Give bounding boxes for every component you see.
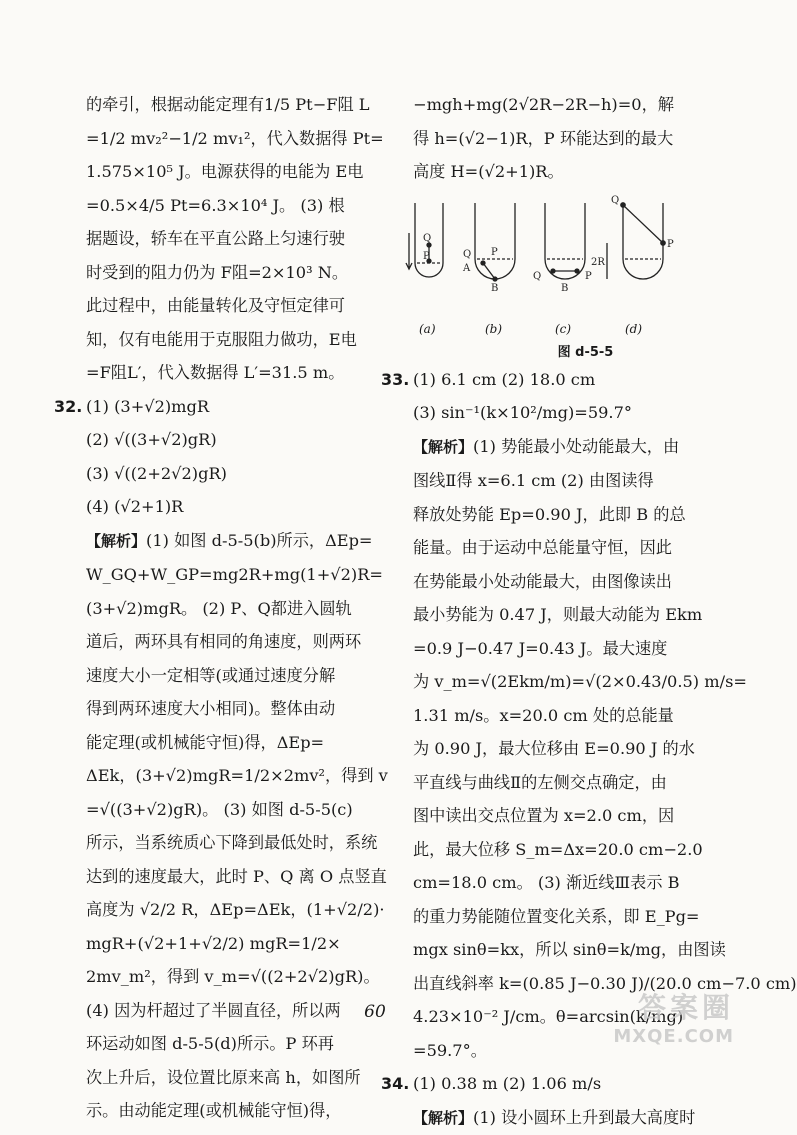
text-line	[413, 699, 698, 733]
watermark-logo	[613, 986, 734, 1047]
line-text: 据题设，轿车在平直公路上匀速行驶	[86, 229, 345, 248]
right-column	[413, 88, 698, 1135]
label-q-c: Q	[533, 271, 541, 282]
line-text: 所示，当系统质心下降到最低处时，系统	[86, 833, 377, 852]
label-b-c: B	[561, 283, 568, 294]
text-line	[86, 256, 380, 290]
text-line	[86, 592, 380, 626]
line-text: −mgh+mg(2√2R−2R−h)=0，解	[413, 95, 674, 114]
panel-label-a: (a)	[419, 313, 436, 347]
text-line	[86, 222, 380, 256]
text-line	[86, 122, 380, 156]
line-text: 出直线斜率 k=(0.85 J−0.30 J)/(20.0 cm−7.0 cm)	[413, 974, 797, 993]
right-column-top	[413, 88, 698, 189]
text-line	[413, 799, 698, 833]
question-number: 34.	[381, 1067, 409, 1101]
line-text: 为 v_m=√(2Ekm/m)=√(2×0.43/0.5) m/s=	[413, 672, 747, 691]
line-text: 示。由动能定理(或机械能守恒)得，	[86, 1101, 341, 1120]
line-text: 4.23×10⁻² J/cm。θ=arcsin(k/mg)	[413, 1007, 683, 1026]
text-line	[86, 793, 380, 827]
text-line	[86, 860, 380, 894]
text-line	[86, 692, 380, 726]
line-text: 1.575×10⁵ J。电源获得的电能为 E电	[86, 162, 363, 181]
line-text: 1.31 m/s。x=20.0 cm 处的总能量	[413, 706, 674, 725]
text-line	[86, 289, 380, 323]
analysis-label: 【解析】	[413, 1109, 473, 1127]
tube-b	[475, 203, 515, 279]
line-text: (3) √((2+2√2)gR)	[86, 464, 227, 483]
line-text: 的牵引，根据动能定理有1/5 Pt−F阻 L	[86, 95, 370, 114]
line-text: 能量。由于运动中总能量守恒，因此	[413, 538, 672, 557]
line-text: 次上升后，设位置比原来高 h，如图所	[86, 1068, 361, 1087]
text-line	[413, 933, 698, 967]
text-line	[413, 866, 698, 900]
text-line	[413, 430, 698, 465]
line-text: (1) 设小圆环上升到最大高度时	[473, 1108, 695, 1127]
line-text: 图线Ⅱ得 x=6.1 cm (2) 由图读得	[413, 471, 654, 490]
text-line	[413, 598, 698, 632]
text-line	[413, 1067, 698, 1101]
line-text: 高度 H=(√2+1)R。	[413, 162, 564, 181]
label-p-a: P	[423, 251, 430, 262]
panel-label-b: (b)	[485, 313, 502, 347]
text-line	[413, 498, 698, 532]
text-line	[413, 632, 698, 666]
line-text: 最小势能为 0.47 J，则最大动能为 Ekm	[413, 605, 702, 624]
text-line	[86, 457, 380, 491]
text-line	[413, 88, 698, 122]
text-line	[413, 363, 698, 397]
analysis-label: 【解析】	[413, 438, 473, 456]
line-text: =59.7°。	[413, 1041, 487, 1060]
line-text: (3+√2)mgR。 (2) P、Q都进入圆轨	[86, 599, 352, 618]
label-p-c: P	[585, 271, 592, 282]
line-text: 时受到的阻力仍为 F阻=2×10³ N。	[86, 263, 348, 282]
text-line	[86, 390, 380, 424]
text-line	[413, 665, 698, 699]
line-text: (4) 因为杆超过了半圆直径，所以两	[86, 1001, 341, 1020]
line-text: 达到的速度最大，此时 P、Q 离 O 点竖直	[86, 867, 387, 886]
text-line	[413, 531, 698, 565]
text-line	[86, 356, 380, 390]
panel-label-d: (d)	[625, 313, 642, 347]
question-number: 33.	[381, 363, 409, 397]
line-text: mgR+(√2+1+√2/2) mgR=1/2×	[86, 934, 341, 953]
text-line	[86, 155, 380, 189]
text-line	[413, 155, 698, 189]
line-text: cm=18.0 cm。 (3) 渐近线Ⅲ表示 B	[413, 873, 680, 892]
text-line	[413, 1101, 698, 1135]
figure-caption: 图 d-5-5	[473, 343, 698, 363]
line-text: 知，仅有电能用于克服阻力做功，E电	[86, 330, 357, 349]
label-q-b: Q	[463, 249, 471, 260]
line-text: 平直线与曲线Ⅱ的左侧交点确定，由	[413, 773, 667, 792]
line-text: =0.9 J−0.47 J=0.43 J。最大速度	[413, 639, 667, 658]
line-text: (1) 6.1 cm (2) 18.0 cm	[413, 370, 595, 389]
line-text: (3) sin⁻¹(k×10²/mg)=59.7°	[413, 403, 632, 422]
line-text: 释放处势能 Ep=0.90 J，此即 B 的总	[413, 505, 686, 524]
text-line	[86, 189, 380, 223]
line-text: (1) 势能最小处动能最大，由	[473, 437, 679, 456]
line-text: mgx sinθ=kx，所以 sinθ=k/mg，由图读	[413, 940, 726, 959]
text-line	[413, 732, 698, 766]
text-line	[86, 88, 380, 122]
line-text: =0.5×4/5 Pt=6.3×10⁴ J。 (3) 根	[86, 196, 345, 215]
label-q-a: Q	[423, 233, 431, 244]
line-text: 2mv_m²，得到 v_m=√((2+2√2)gR)。	[86, 967, 380, 986]
line-text: 此，最大位移 S_m=Δx=20.0 cm−2.0	[413, 840, 703, 859]
line-text: 此过程中，由能量转化及守恒定律可	[86, 296, 345, 315]
line-text: ΔEk，(3+√2)mgR=1/2×2mv²，得到 v	[86, 766, 388, 785]
text-line	[86, 893, 380, 927]
left-column	[86, 88, 380, 1128]
watermark-line-2: MXQE.COM	[613, 1026, 734, 1047]
label-a-b: A	[462, 263, 471, 274]
text-line	[86, 659, 380, 693]
text-line	[413, 464, 698, 498]
text-line	[86, 1094, 380, 1128]
text-line	[413, 766, 698, 800]
text-line	[86, 1027, 380, 1061]
line-text: (2) √((3+√2)gR)	[86, 430, 217, 449]
line-text: 环运动如图 d-5-5(d)所示。P 环再	[86, 1034, 334, 1053]
line-text: 高度为 √2/2 R，ΔEp=ΔEk，(1+√2/2)·	[86, 900, 385, 919]
watermark-line-1: 答案圈	[613, 986, 734, 1026]
text-line	[86, 323, 380, 357]
line-text: 得 h=(√2−1)R，P 环能达到的最大	[413, 129, 673, 148]
text-line	[413, 833, 698, 867]
line-text: 图中读出交点位置为 x=2.0 cm，因	[413, 806, 674, 825]
line-text: =F阻L′，代入数据得 L′=31.5 m。	[86, 363, 344, 382]
text-line	[86, 490, 380, 524]
text-line	[86, 423, 380, 457]
line-text: 在势能最小处动能最大，由图像读出	[413, 572, 672, 591]
text-line	[86, 826, 380, 860]
text-line	[86, 927, 380, 961]
figure-d-5-5	[413, 193, 698, 343]
label-p-b: P	[491, 247, 498, 258]
line-text: (1) (3+√2)mgR	[86, 397, 209, 416]
text-line	[86, 759, 380, 793]
analysis-label: 【解析】	[86, 532, 146, 550]
question-number: 32.	[54, 390, 82, 424]
text-line	[86, 524, 380, 559]
figure-drawing	[405, 193, 705, 313]
line-text: W_GQ+W_GP=mg2R+mg(1+√2)R=	[86, 565, 383, 584]
text-line	[413, 900, 698, 934]
line-text: =1/2 mv₂²−1/2 mv₁²，代入数据得 Pt=	[86, 129, 384, 148]
panel-label-c: (c)	[555, 313, 571, 347]
tube-c	[545, 203, 585, 279]
text-line	[86, 726, 380, 760]
label-b-b: B	[491, 283, 498, 294]
text-line	[86, 960, 380, 994]
line-text: 得到两环速度大小相同)。整体由动	[86, 699, 335, 718]
text-line	[413, 565, 698, 599]
line-text: (4) (√2+1)R	[86, 497, 183, 516]
text-line	[413, 122, 698, 156]
line-text: =√((3+√2)gR)。 (3) 如图 d-5-5(c)	[86, 800, 353, 819]
line-text: 能定理(或机械能守恒)得，ΔEp=	[86, 733, 324, 752]
page-number: 60	[0, 1002, 750, 1022]
line-text: (1) 0.38 m (2) 1.06 m/s	[413, 1074, 601, 1093]
label-2r-d: 2R	[591, 257, 605, 268]
line-text: (1) 如图 d-5-5(b)所示，ΔEp=	[146, 531, 372, 550]
label-q-d: Q	[611, 195, 619, 206]
line-text: 速度大小一定相等(或通过速度分解	[86, 666, 335, 685]
label-p-d: P	[667, 239, 674, 250]
text-line	[86, 625, 380, 659]
tube-d	[623, 203, 663, 279]
text-line	[86, 1061, 380, 1095]
text-line	[86, 558, 380, 592]
line-text: 为 0.90 J，最大位移由 E=0.90 J 的水	[413, 739, 695, 758]
line-text: 的重力势能随位置变化关系，即 E_Pg=	[413, 907, 700, 926]
line-text: 道后，两环具有相同的角速度，则两环	[86, 632, 361, 651]
text-line	[413, 396, 698, 430]
